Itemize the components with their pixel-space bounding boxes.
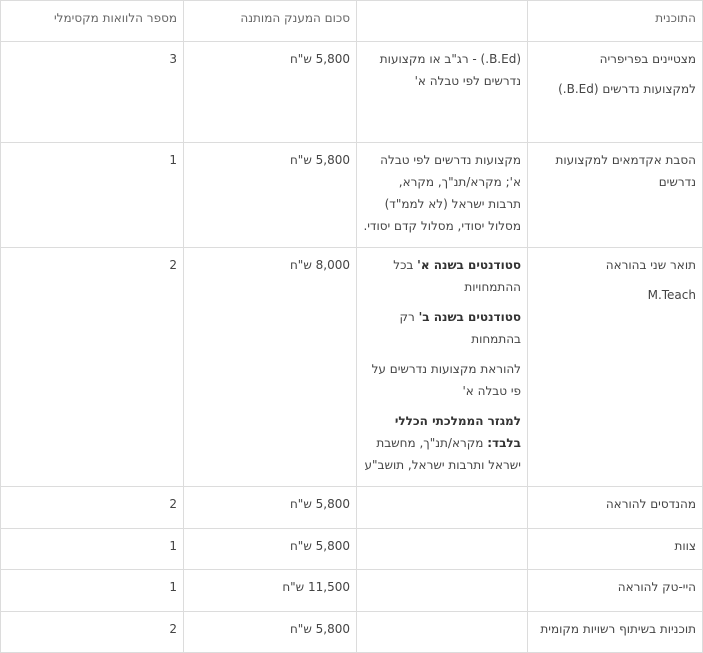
conditions-cell	[357, 529, 528, 570]
header-conditions	[357, 1, 528, 42]
max-loans-cell: 2	[1, 487, 184, 529]
amount-cell: 11,500 ש"ח	[184, 570, 357, 612]
table-row	[1, 143, 703, 248]
conditions-text: מקצועות נדרשים לפי טבלה א'; מקרא/תנ"ך, מקרא, תרבות ישראל (לא לממ"ד) מסלול יסודי, מסלול קדם יסודי.	[363, 153, 521, 233]
conditions-bold: סטודנטים בשנה א'	[417, 258, 521, 272]
conditions-text: בכל ההתמחויות	[393, 258, 521, 294]
table-row	[1, 248, 703, 487]
max-loans-cell: 1	[1, 570, 184, 612]
amount-cell: 8,000 ש"ח	[184, 248, 357, 487]
conditions-cell	[357, 42, 528, 143]
program-name-detail: M.Teach	[647, 288, 696, 302]
program-name: תואר שני בהוראה	[605, 258, 696, 272]
max-loans-cell: 2	[1, 248, 184, 487]
conditions-cell	[357, 487, 528, 529]
amount-cell: 5,800 ש"ח	[184, 612, 357, 653]
program-cell: הסבת אקדמאים למקצועות נדרשים	[528, 143, 703, 248]
conditions-bold: סטודנטים בשנה ב'	[418, 310, 521, 324]
program-cell	[528, 42, 703, 143]
program-cell: מהנדסים להוראה	[528, 487, 703, 529]
conditions-text: להוראת מקצועות נדרשים על פי טבלה א'	[371, 362, 521, 398]
conditions-paragraph	[363, 254, 521, 298]
program-cell: צוות	[528, 529, 703, 570]
header-row	[1, 1, 703, 42]
table-row	[1, 612, 703, 653]
amount-cell: 5,800 ש"ח	[184, 529, 357, 570]
program-name: מצטיינים בפריפריה	[599, 52, 696, 66]
program-name-detail: למקצועות נדרשים (B.Ed.)	[558, 82, 696, 96]
amount-cell: 5,800 ש"ח	[184, 487, 357, 529]
table-row	[1, 42, 703, 143]
table-row	[1, 487, 703, 529]
table-row	[1, 529, 703, 570]
max-loans-cell: 2	[1, 612, 184, 653]
conditions-cell	[357, 248, 528, 487]
header-amount: סכום המענק המותנה	[184, 1, 357, 42]
conditions-text: רק בהתמחות	[399, 310, 521, 346]
program-cell: תוכניות בשיתוף רשויות מקומית	[528, 612, 703, 653]
conditions-cell	[357, 612, 528, 653]
max-loans-cell: 1	[1, 143, 184, 248]
header-program: התוכנית	[528, 1, 703, 42]
conditions-text: (B.Ed.) - רג"ב או מקצועות נדרשים לפי טבלה א'	[379, 52, 521, 88]
conditions-cell	[357, 143, 528, 248]
header-max-loans: מספר הלוואות מקסימלי	[1, 1, 184, 42]
conditions-text: מקרא/תנ"ך, מחשבת ישראל ותרבות ישראל, תושב"ע	[364, 436, 521, 472]
conditions-cell	[357, 570, 528, 612]
conditions-bold: למגזר הממלכתי הכללי בלבד:	[394, 414, 521, 450]
program-cell: היי-טק להוראה	[528, 570, 703, 612]
conditions-paragraph	[363, 410, 521, 476]
program-cell	[528, 248, 703, 487]
max-loans-cell: 3	[1, 42, 184, 143]
amount-cell: 5,800 ש"ח	[184, 42, 357, 143]
conditions-paragraph	[363, 306, 521, 350]
amount-cell: 5,800 ש"ח	[184, 143, 357, 248]
max-loans-cell: 1	[1, 529, 184, 570]
table-row	[1, 570, 703, 612]
